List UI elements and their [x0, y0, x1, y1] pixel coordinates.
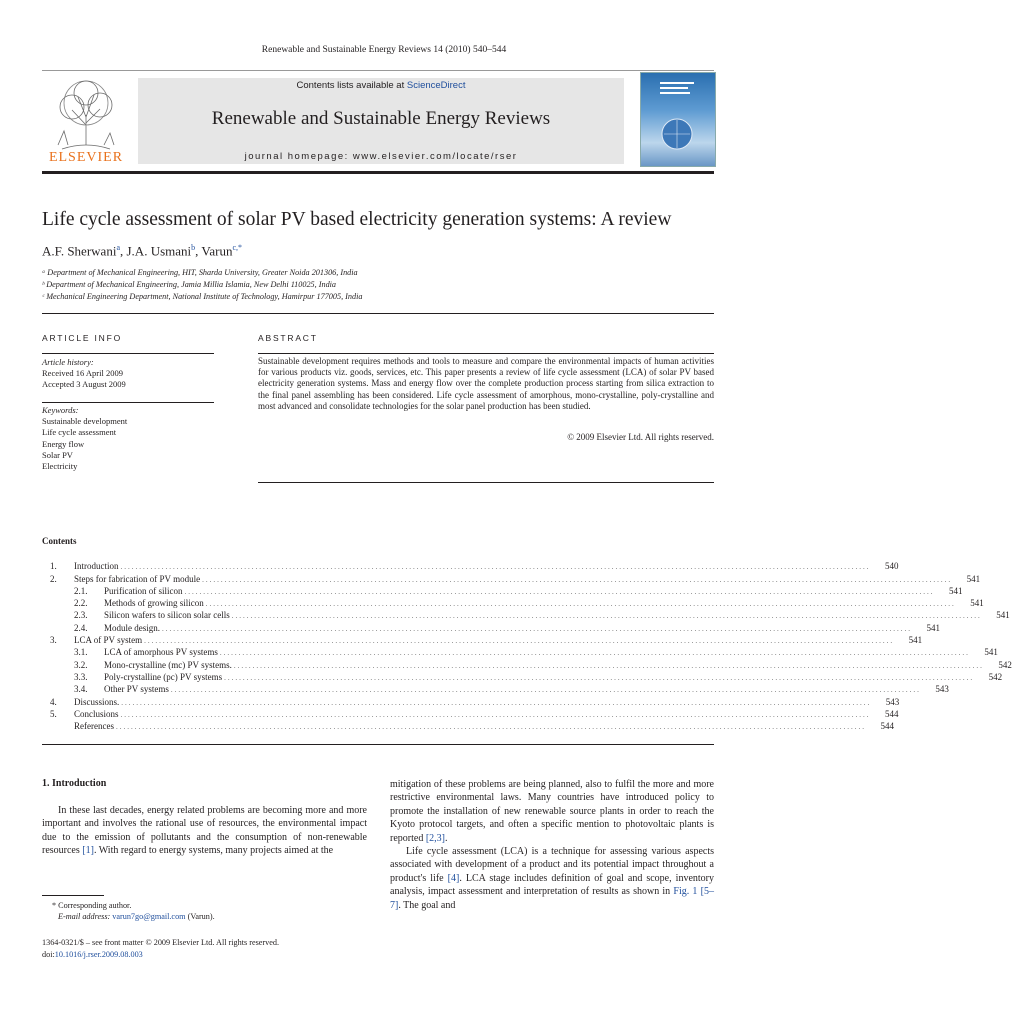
toc-leader: ........................................................................................................................................................................................................ [120, 710, 871, 719]
corresponding-author-note: * Corresponding author. [52, 901, 132, 910]
email-note [58, 912, 215, 921]
toc-label: Module design. [104, 622, 160, 633]
keyword: Life cycle assessment [42, 427, 117, 438]
doi-link[interactable]: 10.1016/j.rser.2009.08.003 [54, 949, 143, 959]
body-text: . With regard to energy systems, many projects aimed at the [93, 845, 334, 857]
toc-entry[interactable] [42, 657, 1012, 670]
body-text: mitigation of these problems are being planned, also to fulfil the more and more restrictive environmental laws. Many countries have introduced policy to promote the installation of new renewable source plants in order to reach the Kyoto protocol targets, and often a specific mention to photovoltaic plants is reported [390, 779, 714, 844]
toc-label: LCA of amorphous PV systems [104, 647, 218, 658]
author-name: J.A. Usmani [126, 243, 192, 259]
author-affil-sup[interactable]: b [191, 243, 196, 252]
toc-leader: ........................................................................................................................................................................................................ [170, 686, 921, 695]
abstract-rule [258, 353, 714, 354]
affiliation-a: ᵃ Department of Mechanical Engineering, HIT, Sharda University, Greater Noida 201306, India [42, 268, 358, 277]
toc-label: Silicon wafers to silicon solar cells [104, 610, 230, 621]
toc-entry[interactable] [42, 719, 894, 732]
toc-label: Conclusions [74, 708, 119, 719]
section-1-heading: 1. Introduction [42, 778, 107, 789]
toc-leader: ........................................................................................................................................................................................................ [115, 723, 866, 732]
keywords-label: Keywords: [42, 405, 79, 415]
author-affil-sup[interactable]: c,* [232, 243, 243, 252]
toc-label: References [74, 721, 114, 732]
abstract-copyright: © 2009 Elsevier Ltd. All rights reserved. [567, 432, 714, 442]
toc-entry[interactable] [42, 645, 998, 658]
toc-label: LCA of PV system [74, 635, 143, 646]
body-text: . The goal and [398, 899, 456, 911]
keyword: Electricity [42, 461, 78, 472]
affiliation-c: ᶜ Mechanical Engineering Department, National Institute of Technology, Hamirpur 177005, India [42, 292, 363, 301]
toc-number: 4. [50, 696, 57, 707]
toc-leader: ........................................................................................................................................................................................................ [144, 637, 895, 646]
body-paragraph [390, 778, 714, 845]
toc-leader: ........................................................................................................................................................................................................ [224, 673, 975, 682]
email-label: E-mail address: [58, 912, 113, 921]
contents-prefix: Contents lists available at [296, 80, 407, 91]
toc-number: 2.1. [74, 585, 88, 596]
body-right-column [390, 778, 714, 912]
issn-line: 1364-0321/$ – see front matter © 2009 Elsevier Ltd. All rights reserved. [42, 938, 280, 947]
toc-page: 541 [970, 598, 984, 609]
received-date: Received 16 April 2009 [42, 368, 123, 379]
citation-link[interactable]: [2,3] [425, 832, 445, 844]
toc-page: 541 [966, 573, 981, 584]
journal-reference: Renewable and Sustainable Energy Reviews 14 (2010) 540–544 [261, 45, 507, 55]
header-bottom-rule [42, 171, 714, 174]
toc-label: Introduction [74, 561, 119, 572]
toc-entry[interactable] [42, 633, 923, 646]
toc-page: 541 [984, 647, 998, 658]
toc-entry[interactable] [42, 682, 949, 695]
journal-name: Renewable and Sustainable Energy Reviews [211, 108, 551, 129]
toc-page: 542 [998, 659, 1012, 670]
toc-label: Other PV systems [104, 684, 169, 695]
sciencedirect-link[interactable]: ScienceDirect [406, 80, 466, 91]
toc-number: 3.2. [74, 659, 88, 670]
keywords-rule [42, 402, 214, 403]
toc-label: Mono-crystalline (mc) PV systems. [104, 659, 232, 670]
keyword: Sustainable development [42, 416, 128, 427]
toc-page: 544 [880, 721, 894, 732]
toc-entry[interactable] [42, 584, 963, 596]
toc-number: 5. [50, 708, 57, 719]
toc-number: 3.1. [74, 647, 88, 658]
toc-label: Methods of growing silicon [104, 598, 204, 609]
toc-label: Steps for fabrication of PV module [74, 573, 201, 584]
article-title: Life cycle assessment of solar PV based electricity generation systems: A review [42, 209, 672, 230]
email-suffix: (Varun). [185, 912, 215, 921]
author-list: A.F. Sherwani$^a$, J.A. Usmani$^b$, Varun$^{c,*}$ [42, 243, 243, 259]
body-paragraph [390, 845, 714, 912]
toc-entry[interactable] [42, 596, 984, 609]
contents-heading: Contents [42, 536, 77, 546]
article-history [42, 357, 214, 391]
toc-entry[interactable] [42, 670, 1003, 682]
elsevier-wordmark: ELSEVIER [48, 150, 124, 165]
toc-leader: ........................................................................................................................................................................................................ [121, 698, 872, 707]
toc-label: Purification of silicon [104, 585, 183, 596]
doi-prefix: doi: [42, 949, 55, 959]
toc-leader: ........................................................................................................................................................................................................ [162, 624, 912, 633]
abstract-heading: ABSTRACT [258, 333, 318, 343]
toc-leader: ........................................................................................................................................................................................................ [233, 661, 984, 670]
toc-number: 3.3. [74, 671, 88, 682]
toc-number: 1. [50, 561, 57, 572]
article-info-rule [42, 353, 214, 354]
toc-page: 543 [885, 696, 900, 707]
toc-leader: ........................................................................................................................................................................................................ [120, 563, 871, 572]
toc-label: Discussions. [74, 696, 120, 707]
issn-block [42, 937, 279, 960]
footnote-rule [42, 895, 104, 896]
history-label: Article history: [42, 357, 94, 367]
title-block-rule [42, 313, 714, 314]
toc-leader: ........................................................................................................................................................................................................ [202, 575, 953, 584]
abstract-text: Sustainable development requires methods and tools to measure and compare the environmental impacts of human activities for various products viz. goods, services, etc. This paper presents a review of life cycle assessment (LCA) of solar PV based electricity generation systems. Mass and energy flow over the complete production process starting from silica extraction to the final panel assembling has been considered. Life cycle assessment of amorphous, mono-crystalline, poly-crystalline and most advanced and consolidate technologies for the solar panel production has been studied. [258, 356, 714, 411]
toc-page: 541 [949, 585, 963, 596]
toc-entry[interactable] [42, 571, 981, 584]
author-name: Varun [201, 243, 233, 259]
toc-number: 2.4. [74, 622, 88, 633]
accepted-date: Accepted 3 August 2009 [42, 379, 126, 390]
toc-page: 544 [885, 708, 899, 719]
toc-leader: ........................................................................................................................................................................................................ [219, 649, 970, 658]
doi-line [42, 949, 279, 961]
contents-bottom-rule [42, 744, 714, 745]
toc-number: 2.3. [74, 610, 88, 621]
toc-leader: ........................................................................................................................................................................................................ [205, 600, 956, 609]
abstract-bottom-rule [258, 482, 714, 483]
keyword: Solar PV [42, 449, 73, 460]
article-info-heading: ARTICLE INFO [42, 333, 123, 343]
toc-page: 541 [908, 635, 923, 646]
citation-link[interactable]: [5–7] [390, 886, 714, 911]
toc-entry[interactable] [42, 694, 900, 707]
keywords-block [42, 405, 214, 472]
body-text: Life cycle assessment (LCA) is a technique for assessing various aspects associated with development of a product and its potential impact throughout a product's life [390, 846, 714, 884]
figure-link[interactable]: Fig. 1 [673, 886, 698, 898]
affiliation-b: ᵇ Department of Mechanical Engineering, Jamia Millia Islamia, New Delhi 110025, India [42, 280, 337, 289]
toc-page: 540 [885, 561, 899, 572]
toc-page: 541 [996, 610, 1010, 621]
email-link[interactable]: varun7go@gmail.com [112, 912, 186, 921]
author-affil-sup[interactable]: a [116, 243, 120, 252]
toc-page: 543 [935, 684, 949, 695]
toc-page: 542 [988, 671, 1003, 682]
table-of-contents [42, 559, 1012, 732]
body-text: . [445, 832, 448, 844]
toc-number: 2. [50, 573, 57, 584]
toc-number: 3. [50, 635, 57, 646]
keyword: Energy flow [42, 438, 85, 449]
toc-entry[interactable] [42, 620, 940, 633]
body-text: In these last decades, energy related problems are becoming more and more important and involves the rational use of resources, the environmental impact due to the emission of pollutants and the consumption of non-renewable resources [42, 805, 367, 857]
body-text: . LCA stage includes definition of goal and scope, inventory analysis, impact assessment and interpretation of results as shown in [390, 872, 714, 898]
toc-entry[interactable] [42, 559, 899, 572]
citation-link[interactable]: [1] [82, 845, 94, 857]
toc-entry[interactable] [42, 707, 899, 719]
journal-homepage[interactable]: journal homepage: www.elsevier.com/locate/rser [244, 151, 518, 162]
body-left-column [42, 804, 367, 858]
header-top-rule [42, 70, 714, 71]
author-name: A.F. Sherwani [42, 243, 117, 259]
citation-link[interactable]: [4] [447, 872, 460, 884]
toc-entry[interactable] [42, 608, 1010, 621]
cover-title-lines [660, 80, 706, 100]
toc-leader: ........................................................................................................................................................................................................ [184, 587, 935, 596]
contents-available-line [138, 80, 624, 91]
cover-globe-graphic [652, 112, 702, 152]
toc-number: 3.4. [74, 684, 88, 695]
toc-leader: ........................................................................................................................................................................................................ [231, 612, 982, 621]
toc-number: 2.2. [74, 598, 88, 609]
toc-label: Poly-crystalline (pc) PV systems [104, 671, 223, 682]
toc-page: 541 [926, 622, 940, 633]
